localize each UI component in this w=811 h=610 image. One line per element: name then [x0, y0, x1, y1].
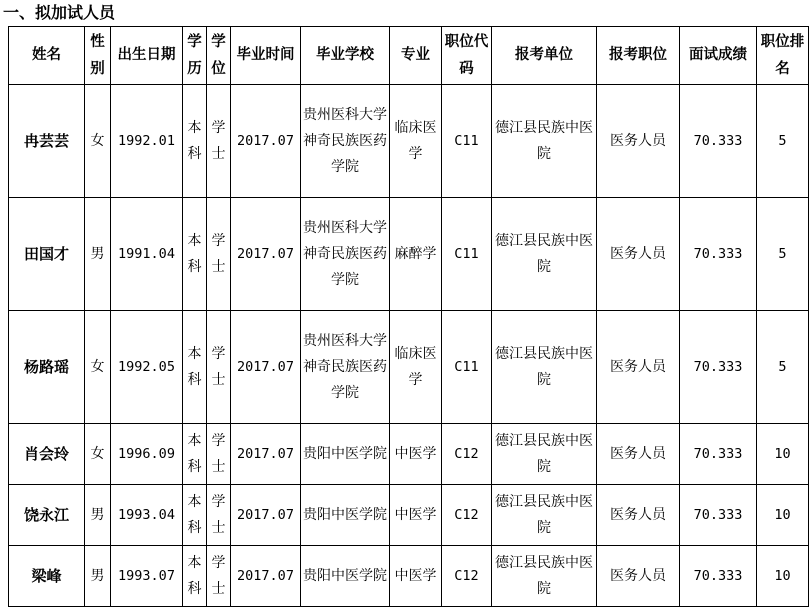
cell-gender: 女 [85, 424, 111, 485]
table-header-row [9, 27, 809, 85]
cell-major: 中医学 [390, 546, 442, 607]
cell-position-code: C11 [442, 85, 492, 198]
table-row [9, 546, 809, 607]
cell-degree: 学士 [207, 485, 231, 546]
cell-name: 饶永江 [9, 485, 85, 546]
cell-gender: 男 [85, 198, 111, 311]
cell-rank: 10 [757, 546, 809, 607]
cell-score: 70.333 [680, 485, 757, 546]
cell-gender: 男 [85, 485, 111, 546]
cell-education: 本科 [183, 311, 207, 424]
cell-major: 中医学 [390, 485, 442, 546]
cell-school: 贵阳中医学院 [301, 546, 390, 607]
cell-education: 本科 [183, 85, 207, 198]
cell-score: 70.333 [680, 198, 757, 311]
header-birth: 出生日期 [111, 27, 183, 85]
cell-major: 麻醉学 [390, 198, 442, 311]
cell-birth: 1992.05 [111, 311, 183, 424]
cell-score: 70.333 [680, 424, 757, 485]
cell-major: 临床医学 [390, 311, 442, 424]
cell-major: 中医学 [390, 424, 442, 485]
cell-school: 贵阳中医学院 [301, 485, 390, 546]
cell-education: 本科 [183, 546, 207, 607]
cell-school: 贵州医科大学神奇民族医药学院 [301, 311, 390, 424]
cell-name: 田国才 [9, 198, 85, 311]
cell-rank: 5 [757, 198, 809, 311]
header-gender: 性别 [85, 27, 111, 85]
cell-position: 医务人员 [597, 485, 680, 546]
cell-name: 肖会玲 [9, 424, 85, 485]
cell-grad-date: 2017.07 [231, 546, 301, 607]
section-heading: 一、拟加试人员 [3, 3, 116, 22]
cell-grad-date: 2017.07 [231, 198, 301, 311]
cell-unit: 德江县民族中医院 [492, 424, 597, 485]
cell-position: 医务人员 [597, 198, 680, 311]
cell-degree: 学士 [207, 198, 231, 311]
header-score: 面试成绩 [680, 27, 757, 85]
candidate-table [8, 26, 809, 607]
cell-position-code: C12 [442, 424, 492, 485]
cell-position: 医务人员 [597, 85, 680, 198]
cell-name: 梁峰 [9, 546, 85, 607]
cell-degree: 学士 [207, 311, 231, 424]
header-major: 专业 [390, 27, 442, 85]
cell-education: 本科 [183, 485, 207, 546]
cell-school: 贵州医科大学神奇民族医药学院 [301, 85, 390, 198]
table-row [9, 198, 809, 311]
cell-rank: 10 [757, 485, 809, 546]
cell-birth: 1996.09 [111, 424, 183, 485]
table-row [9, 85, 809, 198]
cell-major: 临床医学 [390, 85, 442, 198]
cell-birth: 1991.04 [111, 198, 183, 311]
cell-rank: 10 [757, 424, 809, 485]
cell-grad-date: 2017.07 [231, 311, 301, 424]
table-row [9, 485, 809, 546]
cell-grad-date: 2017.07 [231, 485, 301, 546]
cell-unit: 德江县民族中医院 [492, 485, 597, 546]
header-position-code: 职位代码 [442, 27, 492, 85]
header-rank: 职位排名 [757, 27, 809, 85]
cell-birth: 1993.07 [111, 546, 183, 607]
cell-rank: 5 [757, 311, 809, 424]
cell-gender: 女 [85, 85, 111, 198]
cell-score: 70.333 [680, 311, 757, 424]
cell-position-code: C11 [442, 198, 492, 311]
cell-birth: 1992.01 [111, 85, 183, 198]
cell-position-code: C12 [442, 485, 492, 546]
cell-position: 医务人员 [597, 546, 680, 607]
cell-score: 70.333 [680, 85, 757, 198]
header-degree: 学位 [207, 27, 231, 85]
header-school: 毕业学校 [301, 27, 390, 85]
cell-grad-date: 2017.07 [231, 424, 301, 485]
cell-birth: 1993.04 [111, 485, 183, 546]
cell-degree: 学士 [207, 85, 231, 198]
cell-position: 医务人员 [597, 311, 680, 424]
cell-gender: 男 [85, 546, 111, 607]
cell-unit: 德江县民族中医院 [492, 85, 597, 198]
cell-education: 本科 [183, 424, 207, 485]
cell-position-code: C11 [442, 311, 492, 424]
cell-grad-date: 2017.07 [231, 85, 301, 198]
cell-rank: 5 [757, 85, 809, 198]
cell-education: 本科 [183, 198, 207, 311]
cell-degree: 学士 [207, 424, 231, 485]
table-row [9, 424, 809, 485]
table-body [9, 27, 809, 607]
cell-unit: 德江县民族中医院 [492, 198, 597, 311]
cell-name: 冉芸芸 [9, 85, 85, 198]
header-unit: 报考单位 [492, 27, 597, 85]
cell-unit: 德江县民族中医院 [492, 546, 597, 607]
header-name: 姓名 [9, 27, 85, 85]
cell-gender: 女 [85, 311, 111, 424]
table-row [9, 311, 809, 424]
cell-name: 杨路瑶 [9, 311, 85, 424]
cell-unit: 德江县民族中医院 [492, 311, 597, 424]
cell-score: 70.333 [680, 546, 757, 607]
cell-school: 贵州医科大学神奇民族医药学院 [301, 198, 390, 311]
header-education: 学历 [183, 27, 207, 85]
cell-position: 医务人员 [597, 424, 680, 485]
cell-degree: 学士 [207, 546, 231, 607]
cell-position-code: C12 [442, 546, 492, 607]
header-grad-date: 毕业时间 [231, 27, 301, 85]
cell-school: 贵阳中医学院 [301, 424, 390, 485]
header-position: 报考职位 [597, 27, 680, 85]
